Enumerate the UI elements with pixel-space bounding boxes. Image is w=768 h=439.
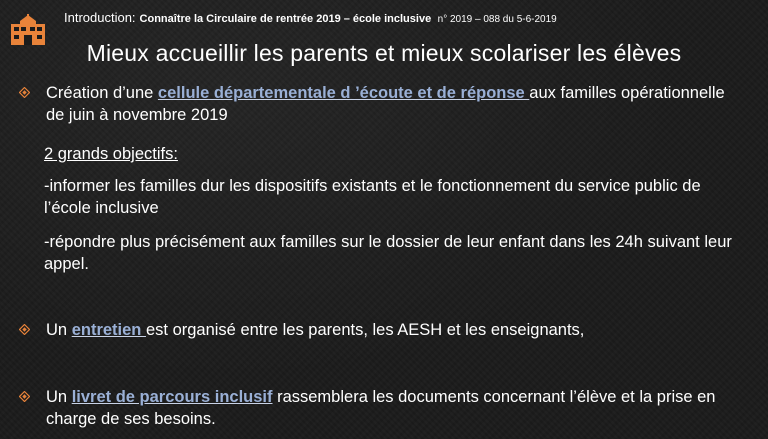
bullet-text-after: aux familles opérationnelle de juin à novembre 2019 (46, 84, 725, 124)
diamond-bullet-icon (19, 324, 30, 335)
cellule-highlight: cellule départementale d ’écoute et de réponse (157, 84, 530, 102)
bullet-text-after: est organisé entre les parents, les AESH et les enseignants, (145, 321, 585, 339)
bullet-text-after: rassemblera les documents concernant l’élève et la prise en charge de ses besoins. (46, 388, 716, 428)
slide-title: Mieux accueillir les parents et mieux scolariser les élèves (86, 40, 682, 66)
livret-highlight: livret de parcours inclusif (71, 388, 273, 406)
entretien-highlight: entretien (71, 321, 146, 339)
circular-title: Connaître la Circulaire de rentrée 2019 – école inclusive (139, 13, 432, 25)
header-line (64, 9, 557, 27)
objectives-heading: 2 grands objectifs: (44, 145, 178, 163)
objective-item-2: -répondre plus précisément aux familles sur le dossier de leur enfant dans les 24h suivant leur appel. (44, 233, 732, 273)
bullet-livret (46, 386, 746, 430)
bullet-text-before: Un (46, 388, 72, 406)
objective-item-1: -informer les familles dur les dispositifs existants et le fonctionnement du service public de l’école inclusive (44, 177, 701, 217)
circular-reference: n° 2019 – 088 du 5-6-2019 (437, 14, 557, 25)
bullet-entretien (46, 319, 746, 341)
diamond-bullet-icon (19, 87, 30, 98)
bullet-text-before: Un (46, 321, 72, 339)
diamond-bullet-icon (19, 391, 30, 402)
bullet-text-before: Création d’une (46, 84, 158, 102)
bullet-cellule (46, 82, 746, 126)
intro-label: Introduction: (64, 10, 136, 25)
